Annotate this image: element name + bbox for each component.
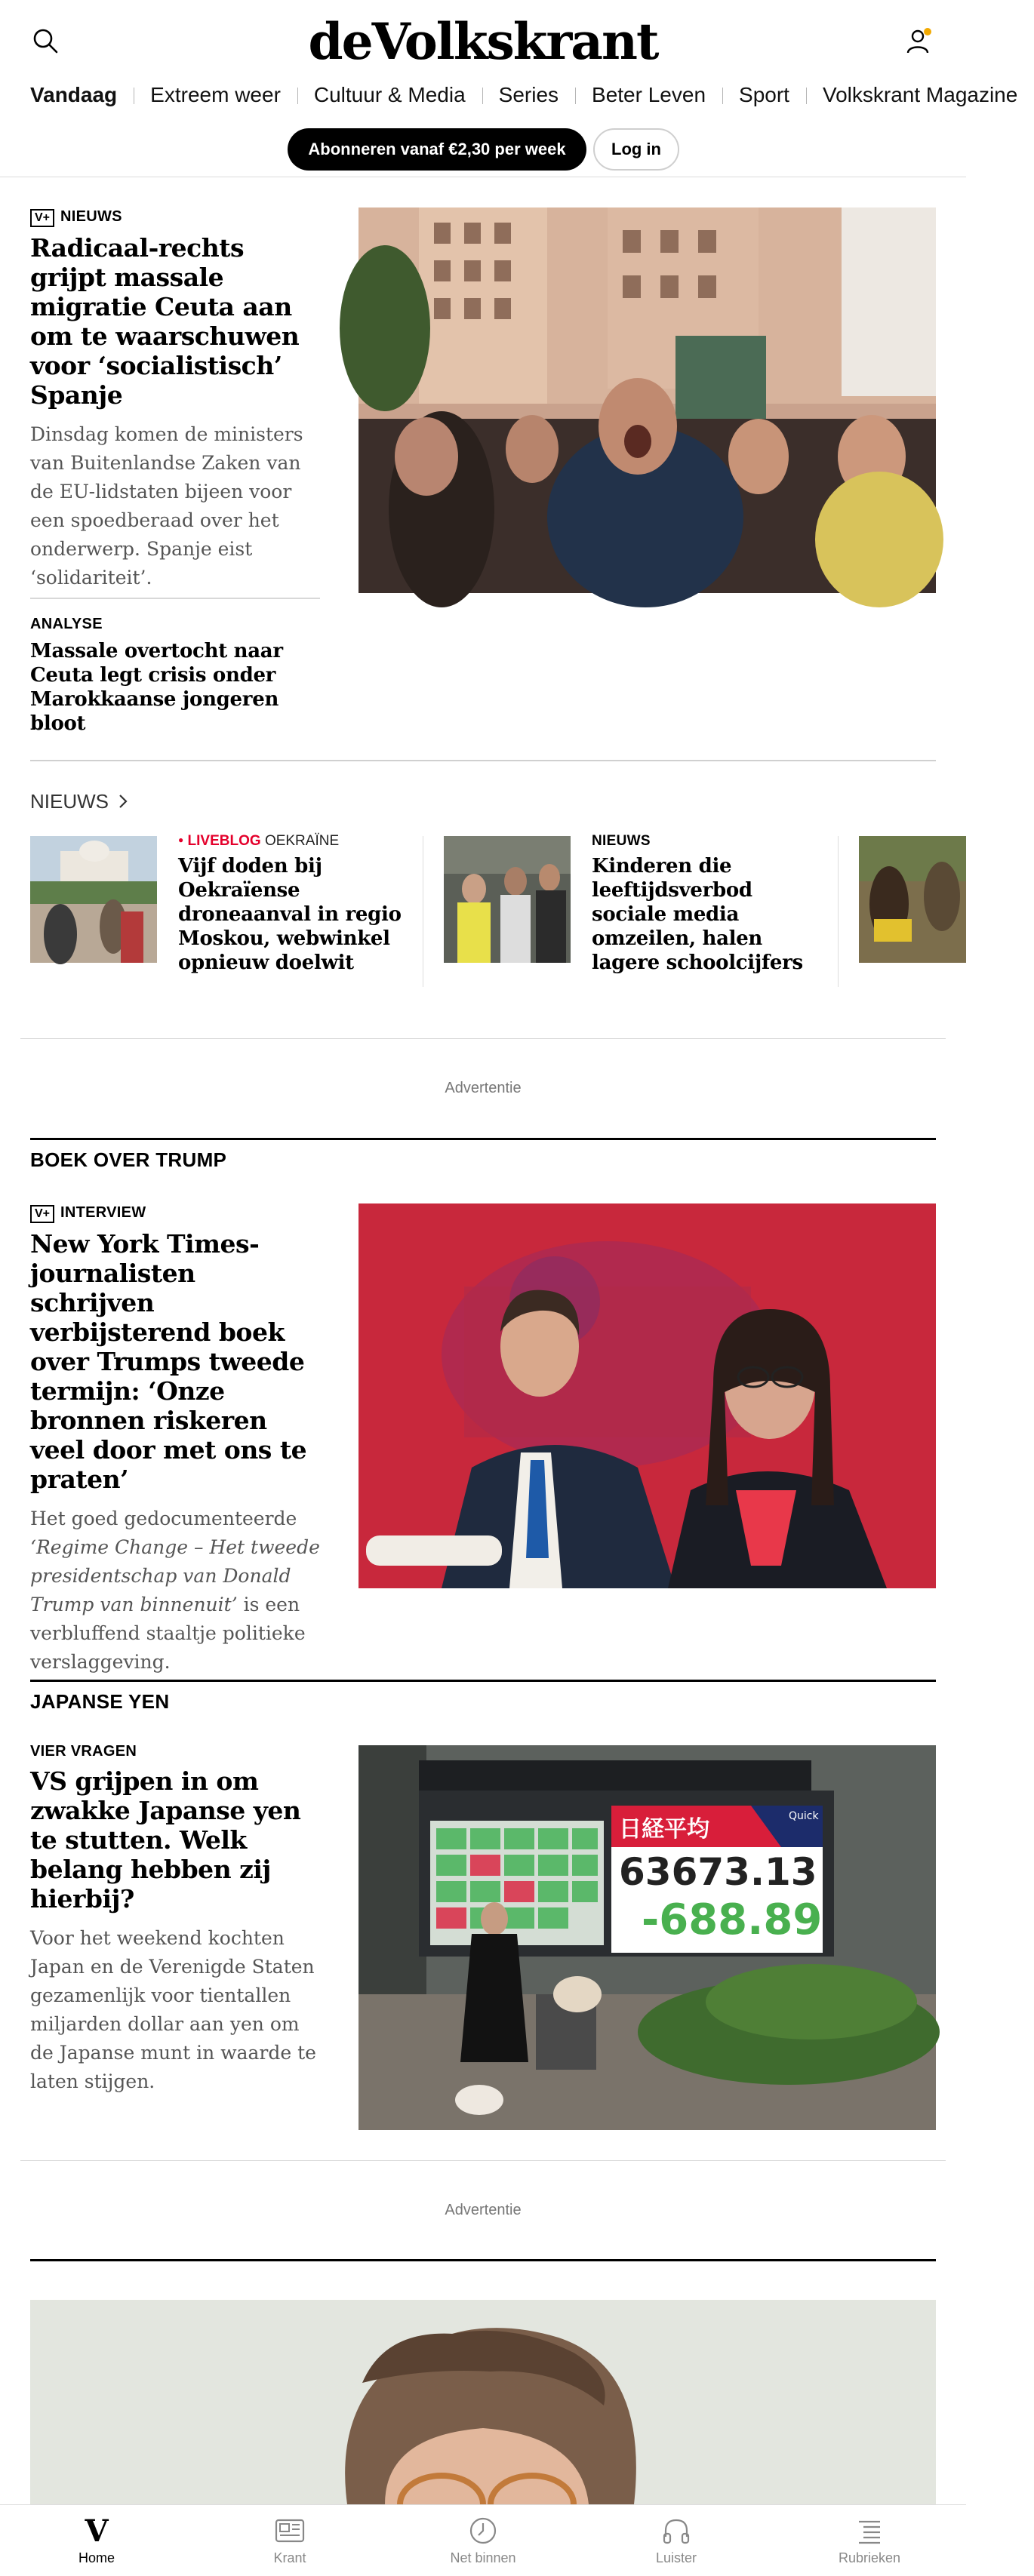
divider <box>20 1038 946 1039</box>
board-change: -688.89 <box>642 1895 823 1944</box>
tab-home[interactable] <box>0 2505 193 2576</box>
story-lead: Voor het weekend kochten Japan en de Verenigde Staten gezamenlijk voor tientallen miljarden dollar aan yen om de Japanse munt in waarde te laten stijgen. <box>30 1927 316 2092</box>
yen-story-image[interactable] <box>359 1745 936 2130</box>
story-kicker: NIEUWS <box>592 833 651 849</box>
board-brand: Quick <box>789 1810 819 1822</box>
chevron-right-icon <box>117 793 129 810</box>
tab-rubrieken[interactable] <box>773 2505 966 2576</box>
story-lead <box>30 1505 325 1677</box>
news-section-link[interactable] <box>30 790 129 813</box>
trump-story-image[interactable] <box>359 1203 936 1588</box>
board-title: 日経平均 <box>619 1816 709 1843</box>
site-header <box>0 0 1018 177</box>
story-headline[interactable]: VS grijpen in om zwakke Japanse yen te stutten. Welk belang hebben zij hierbij? <box>30 1766 301 1914</box>
tab-label: Net binnen <box>450 2550 516 2565</box>
svg-text:V: V <box>85 2513 109 2549</box>
divider <box>30 760 936 761</box>
liveblog-label: LIVEBLOG <box>187 833 261 849</box>
advertisement-label: Advertentie <box>445 2202 522 2218</box>
login-button[interactable]: Log in <box>593 128 679 171</box>
section-title[interactable]: JAPANSE YEN <box>30 1690 170 1713</box>
yen-story[interactable] <box>30 1743 325 2096</box>
nav-item-sport[interactable]: Sport <box>722 80 806 110</box>
tab-krant[interactable] <box>193 2505 386 2576</box>
news-item[interactable] <box>178 833 405 975</box>
subscribe-button[interactable]: Abonneren vanaf €2,30 per week <box>288 128 586 171</box>
trump-story[interactable] <box>30 1204 325 1677</box>
list-icon <box>853 2514 886 2547</box>
story-kicker: INTERVIEW <box>60 1204 146 1221</box>
book-title: ‘Regime Change – Het tweede presidentschap van Donald Trump van binnenuit’ <box>30 1535 320 1615</box>
tab-net-binnen[interactable] <box>386 2505 580 2576</box>
news-item[interactable] <box>592 833 826 975</box>
nav-item-volkskrant-magazine[interactable]: Volkskrant Magazine <box>806 80 1034 110</box>
site-logo[interactable]: deVolkskrant <box>308 12 658 71</box>
lead-story[interactable] <box>30 208 320 592</box>
story-lead: Dinsdag komen de ministers van Buitenlandse Zaken van de EU-lidstaten bijeen voor een spoedberaad over het onderwerp. Spanje eist ‘solidariteit’. <box>30 423 303 589</box>
divider <box>30 598 320 599</box>
main-nav <box>30 80 1034 110</box>
section-title[interactable]: BOEK OVER TRUMP <box>30 1148 227 1171</box>
section-rule <box>30 1680 936 1682</box>
nav-item-series[interactable]: Series <box>482 80 575 110</box>
advertisement-label: Advertentie <box>445 1080 522 1096</box>
analysis-story[interactable] <box>30 616 320 736</box>
account-icon[interactable] <box>904 26 934 56</box>
vplus-badge: V+ <box>30 1205 54 1223</box>
tab-label: Rubrieken <box>838 2550 901 2565</box>
lead-text: Het goed gedocumenteerde <box>30 1507 297 1529</box>
tab-label: Luister <box>655 2550 697 2565</box>
news-item-image[interactable] <box>30 836 157 963</box>
news-item-image[interactable] <box>859 836 966 963</box>
headphones-icon <box>660 2514 693 2547</box>
bottom-tab-bar <box>0 2504 966 2575</box>
divider <box>838 836 839 987</box>
divider <box>20 2160 946 2161</box>
nav-item-beter-leven[interactable]: Beter Leven <box>575 80 722 110</box>
tab-label: Home <box>78 2550 115 2565</box>
home-v-icon <box>80 2514 113 2547</box>
section-title: NIEUWS <box>30 790 109 813</box>
board-value: 63673.13 <box>619 1850 817 1894</box>
clock-icon <box>466 2514 500 2547</box>
story-kicker: VIER VRAGEN <box>30 1743 137 1760</box>
story-headline[interactable]: Radicaal-rechts grijpt massale migratie Ceuta aan om te waarschuwen voor ‘socialistisch’ Spanje <box>30 232 300 410</box>
news-item-image[interactable] <box>444 836 571 963</box>
story-kicker: OEKRAÏNE <box>264 833 340 849</box>
section-rule <box>30 2259 936 2261</box>
story-headline[interactable]: Vijf doden bij Oekraïense droneaanval in regio Moskou, webwinkel opnieuw doelwit <box>178 855 402 974</box>
story-kicker: NIEUWS <box>60 208 122 225</box>
nav-item-cultuur-media[interactable]: Cultuur & Media <box>297 80 482 110</box>
tab-label: Krant <box>273 2550 306 2565</box>
live-dot-icon: ● <box>178 835 184 845</box>
story-kicker: ANALYSE <box>30 616 103 632</box>
story-headline[interactable]: Kinderen die leeftijdsverbod sociale media omzeilen, halen lagere schoolcijfers <box>592 855 803 974</box>
section-rule <box>30 1138 936 1140</box>
nav-item-extreem-weer[interactable]: Extreem weer <box>134 80 297 110</box>
tab-luister[interactable] <box>580 2505 773 2576</box>
nav-item-vandaag[interactable]: Vandaag <box>30 83 118 106</box>
story-headline[interactable]: New York Times-journalisten schrijven verbijsterend boek over Trumps tweede termijn: ‘Onze bronnen riskeren veel door met ons te praten’ <box>30 1228 307 1494</box>
story-headline[interactable]: Massale overtocht naar Ceuta legt crisis onder Marokkaanse jongeren bloot <box>30 640 283 735</box>
lead-story-image[interactable] <box>359 207 936 593</box>
vplus-badge: V+ <box>30 209 54 227</box>
feature-story-image[interactable] <box>30 2300 936 2504</box>
lead-text: is een verbluffend staaltje politieke verslaggeving. <box>30 1593 306 1673</box>
newspaper-icon <box>273 2514 306 2547</box>
